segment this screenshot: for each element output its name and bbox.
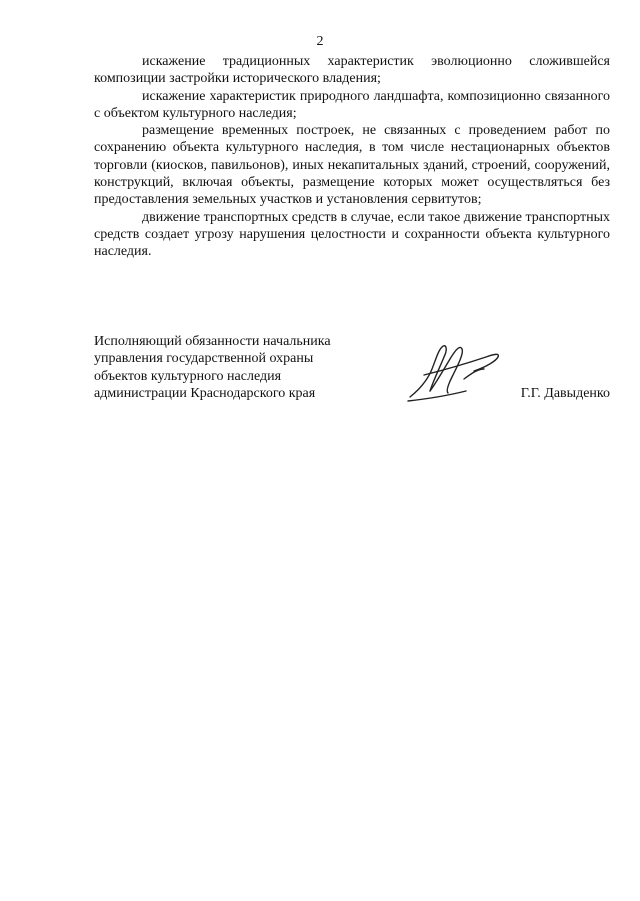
official-position [94,333,331,402]
paragraph-composition: искажение традиционных характеристик эволюционно сложившейся композиции застройки исторического владения; [94,54,610,87]
position-line: управления государственной охраны [94,351,314,367]
paragraph-vehicle-traffic: движение транспортных средств в случае, если такое движение транспортных средств создает угрозу нарушения целостности и сохранности объекта культурного наследия. [94,209,610,260]
position-line: объектов культурного наследия [94,368,282,384]
position-line: Исполняющий обязанности начальника [94,334,331,349]
signer-name: Г.Г. Давыденко [520,386,610,401]
document-body [94,53,610,261]
signature-block [94,333,610,413]
paragraph-temporary-structures: размещение временных построек, не связанных с проведением работ по сохранению объекта культурного наследия, в том числе нестационарных объектов торговли (киосков, павильонов), иных некапитальных зданий, строений, сооружений, конструкций, включая объекты, размещение которых может осуществляться без предоставления земельных участков и установления сервитутов; [94,123,610,208]
paragraph-landscape: искажение характеристик природного ландшафта, композиционно связанного с объектом культурного наследия; [94,88,610,121]
page-number: 2 [316,34,324,49]
position-line: администрации Краснодарского края [94,385,316,401]
handwritten-signature-icon [406,339,506,403]
